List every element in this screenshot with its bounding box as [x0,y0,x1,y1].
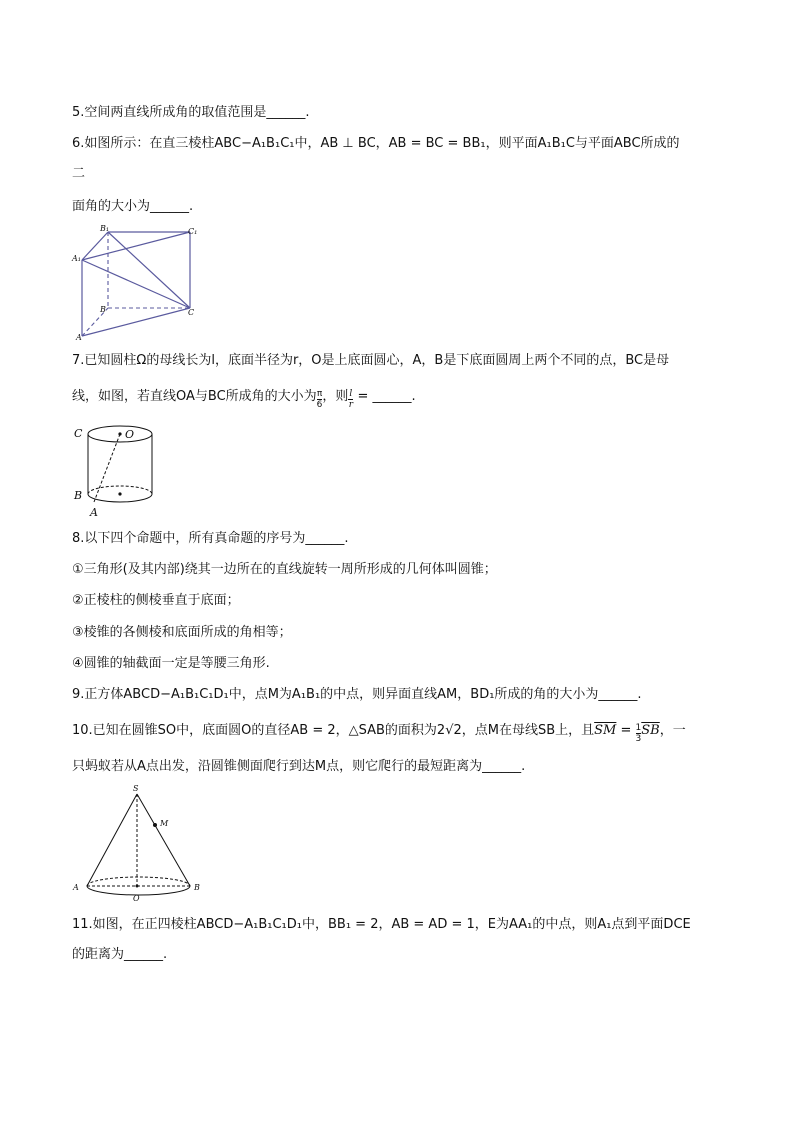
one-third-fraction: $\frac{1}{3}$ [635,723,642,744]
cone-figure [70,782,210,902]
question-11-line-1: 11.如图，在正四棱柱ABCD−A₁B₁C₁D₁中，BB₁ = 2，AB = AD = 1，E为AA₁的中点，则A₁点到平面DCE [72,917,691,932]
prism-figure [70,224,210,344]
vector-sm: $\overline{SM}$ [594,723,617,738]
cylinder-figure [70,424,170,519]
label-o: O [133,894,140,903]
proposition-3: ③棱锥的各侧棱和底面所成的角相等； [72,625,292,640]
label-o: O [125,428,135,441]
question-8-intro: 8.以下四个命题中，所有真命题的序号为______. [72,531,349,546]
question-11-line-2: 的距离为______. [72,947,168,962]
ratio-fraction: $\frac{l}{r}$ [348,389,354,410]
label-m: M [160,819,169,828]
proposition-2: ②正棱柱的侧棱垂直于底面； [72,593,240,608]
label-s: S [133,784,139,793]
proposition-4: ④圆锥的轴截面一定是等腰三角形. [72,656,270,671]
label-c: C [188,308,195,317]
question-7-suffix: = ______. [353,389,416,404]
question-7-line-1: 7.已知圆柱Ω的母线长为l，底面半径为r，O是上底面圆心，A，B是下底面圆周上两个不同的点，BC是母 [72,353,670,368]
question-10-line-2: 只蚂蚁若从A点出发，沿圆锥侧面爬行到达M点，则它爬行的最短距离为______. [72,759,526,774]
question-9: 9.正方体ABCD−A₁B₁C₁D₁中，点M为A₁B₁的中点，则异面直线AM，BD₁所成的角的大小为______. [72,687,642,702]
question-6-line-3: 面角的大小为______. [72,199,194,214]
label-a: A [73,883,79,892]
label-c1: C₁ [188,227,198,236]
label-a1: A₁ [72,254,81,263]
question-10-line-1: 10.已知在圆锥SO中，底面圆O的直径AB = 2，△SAB的面积为2√2，点M在母线SB上，且$\overline{SM}$ = $\frac{1}{3}$ $\overline{SB}$，一 [72,723,686,744]
label-b: B [74,489,83,502]
vector-sb: $\overline{SB}$ [641,723,660,738]
proposition-1: ①三角形(及其内部)绕其一边所在的直线旋转一周所形成的几何体叫圆锥； [72,562,497,577]
question-10-prefix: 10.已知在圆锥SO中，底面圆O的直径AB = 2，△SAB的面积为2√2，点M在母线SB上，且 [72,723,595,738]
question-7-prefix: 线，如图，若直线OA与BC所成角的大小为 [72,389,317,404]
label-a: A [90,506,98,519]
question-7-line-2 [72,388,416,410]
label-b: B [194,883,200,892]
question-7-mid: ，则 [322,389,349,404]
label-b: B [100,305,106,314]
question-6-line-1: 6.如图所示：在直三棱柱ABC−A₁B₁C₁中，AB ⊥ BC，AB = BC = BB₁，则平面A₁B₁C与平面ABC所成的 [72,136,680,151]
label-b1: B₁ [100,224,110,233]
question-6-line-2: 二 [72,166,86,181]
label-c: C [74,427,83,440]
angle-fraction: $\frac{\pi}{6}$ [316,389,323,410]
question-5: 5.空间两直线所成角的取值范围是______. [72,105,310,120]
label-a: A [76,333,82,342]
